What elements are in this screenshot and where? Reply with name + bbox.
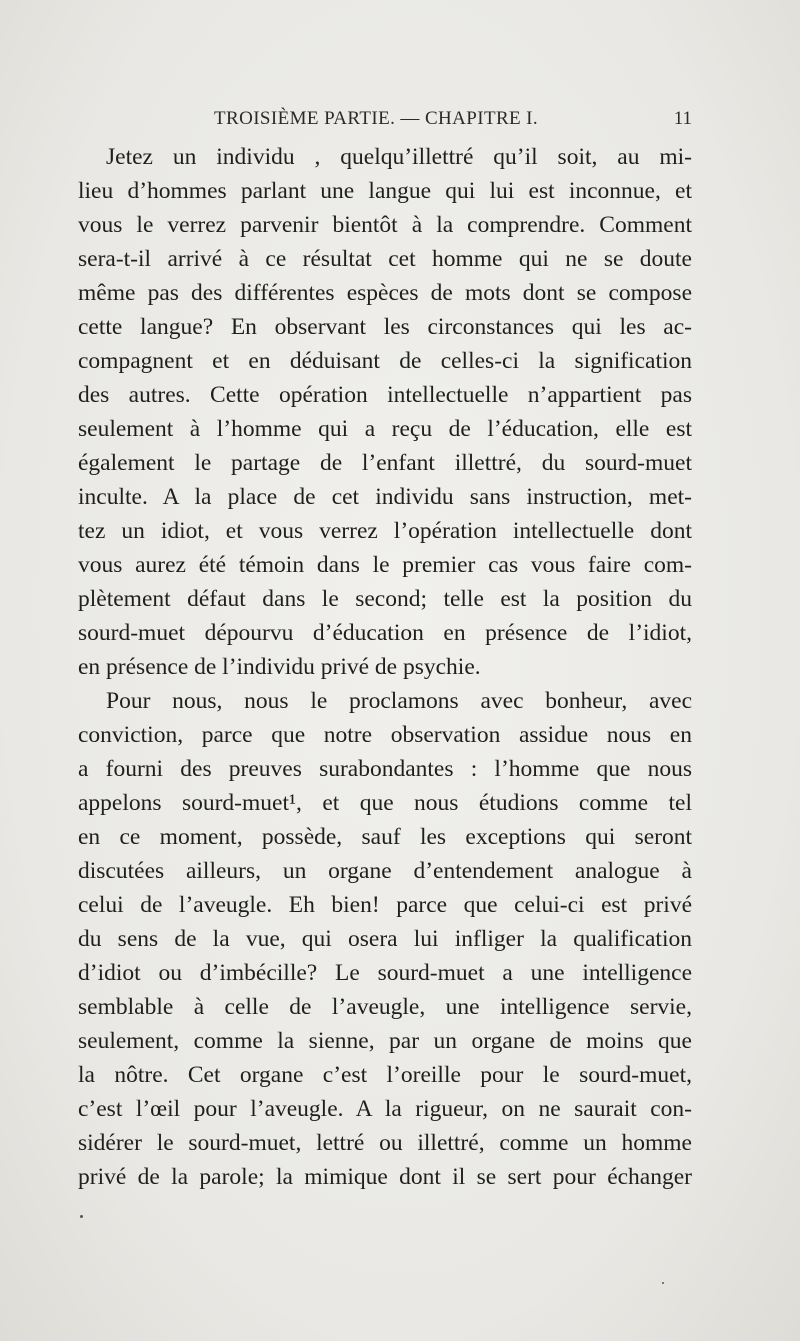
text-line: privé de la parole; la mimique dont il se sert pour échanger — [78, 1164, 692, 1190]
text-line: inculte. A la place de cet individu sans instruction, met- — [78, 484, 692, 510]
text-line: conviction, parce que notre observation assidue nous en — [78, 722, 692, 748]
text-line: tez un idiot, et vous verrez l’opération intellectuelle dont — [78, 518, 692, 544]
text-line: seulement, comme la sienne, par un organe de moins que — [78, 1028, 692, 1054]
text-line: sidérer le sourd-muet, lettré ou illettré, comme un homme — [78, 1130, 692, 1156]
text-line: également le partage de l’enfant illettré, du sourd-muet — [78, 450, 692, 476]
text-line: semblable à celle de l’aveugle, une intelligence servie, — [78, 994, 692, 1020]
text-line: Jetez un individu , quelqu’illettré qu’il soit, au mi- — [106, 144, 692, 170]
text-line: a fourni des preuves surabondantes : l’homme que nous — [78, 756, 692, 782]
text-line: compagnent et en déduisant de celles-ci la signification — [78, 348, 692, 374]
body-text — [78, 140, 692, 1194]
text-line: sera-t-il arrivé à ce résultat cet homme qui ne se doute — [78, 246, 692, 272]
text-line: celui de l’aveugle. Eh bien! parce que celui-ci est privé — [78, 892, 692, 918]
text-line: seulement à l’homme qui a reçu de l’éducation, elle est — [78, 416, 692, 442]
text-line: des autres. Cette opération intellectuelle n’appartient pas — [78, 382, 692, 408]
text-line: du sens de la vue, qui osera lui infliger la qualification — [78, 926, 692, 952]
text-line: d’idiot ou d’imbécille? Le sourd-muet a une intelligence — [78, 960, 692, 986]
text-line: cette langue? En observant les circonstances qui les ac- — [78, 314, 692, 340]
text-line: sourd-muet dépourvu d’éducation en présence de l’idiot, — [78, 620, 692, 646]
paper-speck — [662, 1282, 664, 1284]
text-line: discutées ailleurs, un organe d’entendement analogue à — [78, 858, 692, 884]
text-line: plètement défaut dans le second; telle est la position du — [78, 586, 692, 612]
text-line: appelons sourd-muet¹, et que nous étudions comme tel — [78, 790, 692, 816]
text-line: lieu d’hommes parlant une langue qui lui est inconnue, et — [78, 178, 692, 204]
page-number: 11 — [673, 108, 692, 129]
text-line: vous aurez été témoin dans le premier cas vous faire com- — [78, 552, 692, 578]
text-line: même pas des différentes espèces de mots dont se compose — [78, 280, 692, 306]
text-line: vous le verrez parvenir bientôt à la comprendre. Comment — [78, 212, 692, 238]
running-head: TROISIÈME PARTIE. — CHAPITRE I. — [214, 108, 539, 129]
text-line: Pour nous, nous le proclamons avec bonheur, avec — [106, 688, 692, 714]
page-header — [78, 108, 692, 140]
text-line: la nôtre. Cet organe c’est l’oreille pour le sourd-muet, — [78, 1062, 692, 1088]
text-line: c’est l’œil pour l’aveugle. A la rigueur, on ne saurait con- — [78, 1096, 692, 1122]
paper-speck — [80, 1215, 83, 1218]
text-line: en ce moment, possède, sauf les exceptions qui seront — [78, 824, 692, 850]
text-line: en présence de l’individu privé de psychie. — [78, 654, 481, 680]
